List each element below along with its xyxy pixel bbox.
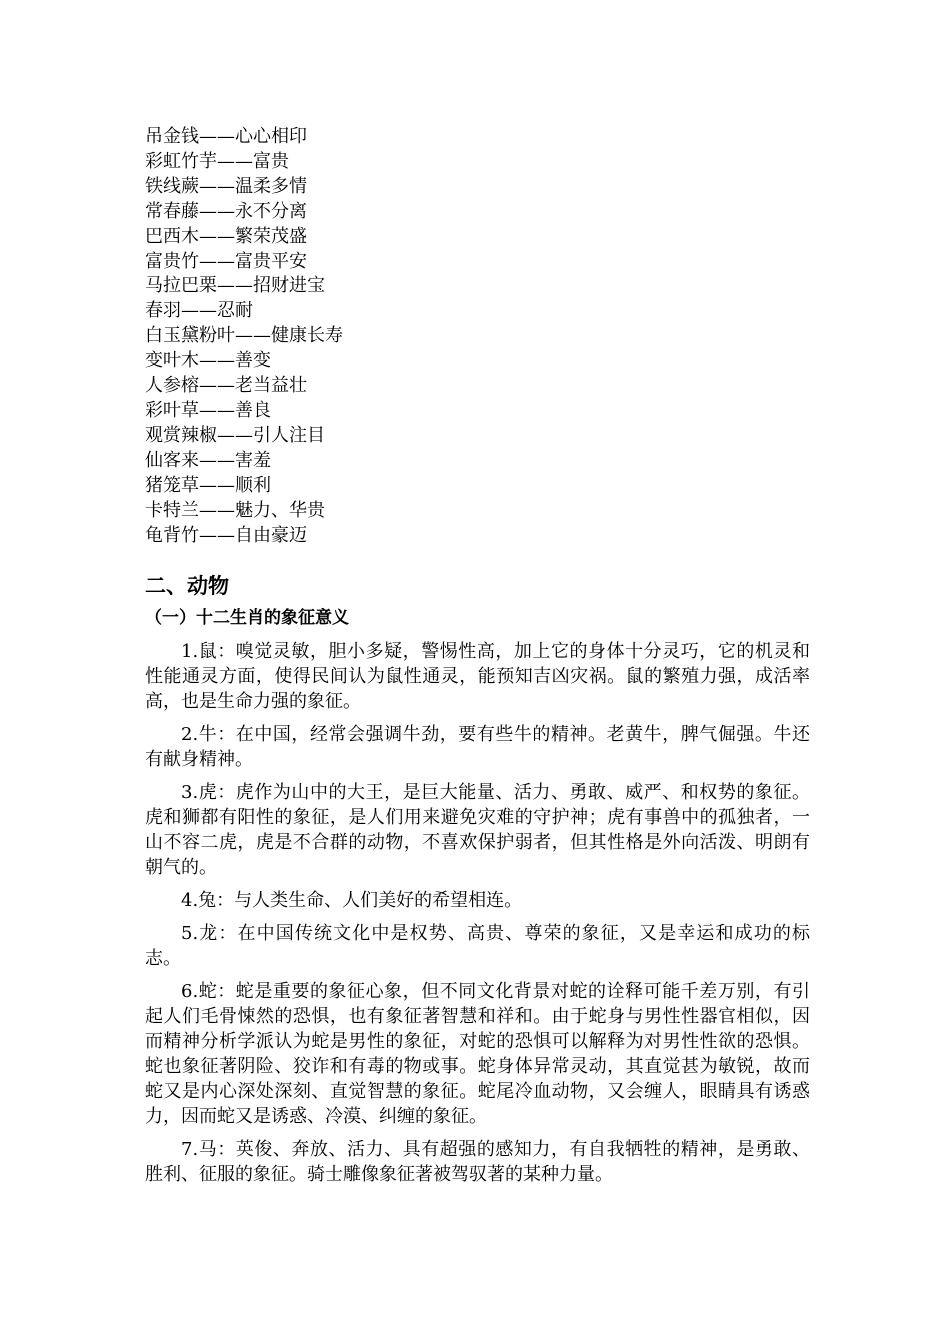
list-item: 铁线蕨——温柔多情 — [145, 175, 307, 197]
list-item: 白玉黛粉叶——健康长寿 — [145, 325, 343, 347]
list-item: 巴西木——繁荣茂盛 — [145, 225, 307, 247]
list-item: 人参榕——老当益壮 — [145, 375, 307, 397]
list-item: 猪笼草——顺利 — [145, 474, 271, 496]
list-item: 吊金钱——心心相印 — [145, 126, 307, 147]
list-item: 春羽——忍耐 — [145, 300, 253, 322]
list-item: 彩虹竹芋——富贵 — [145, 150, 289, 172]
list-item: 卡特兰——魅力、华贵 — [145, 499, 325, 521]
list-item: 仙客来——害羞 — [145, 449, 271, 471]
paragraph-tiger: 3.虎：虎作为山中的大王，是巨大能量、活力、勇敢、威严、和权势的象征。虎和狮都有阳性的象征，是人们用来避免灾难的守护神；虎有事兽中的孤独者，一山不容二虎，虎是不合群的动物，不喜欢保护弱者，但其性格是外向活泼、明朗有朝气的。 — [145, 782, 810, 879]
paragraph-rat: 1.鼠：嗅觉灵敏，胆小多疑，警惕性高，加上它的身体十分灵巧，它的机灵和性能通灵方面，使得民间认为鼠性通灵，能预知吉凶灾祸。鼠的繁殖力强，成活率高，也是生命力强的象征。 — [145, 641, 810, 713]
list-item: 龟背竹——自由豪迈 — [145, 524, 307, 546]
sub-heading: （一）十二生肖的象征意义 — [145, 608, 349, 629]
list-item: 马拉巴栗——招财进宝 — [145, 275, 325, 297]
paragraph-rabbit: 4.兔：与人类生命、人们美好的希望相连。 — [181, 890, 523, 912]
paragraph-dragon: 5.龙：在中国传统文化中是权势、高贵、尊荣的象征，又是幸运和成功的标志。 — [145, 923, 810, 970]
list-item: 彩叶草——善良 — [145, 399, 271, 421]
list-item: 富贵竹——富贵平安 — [145, 250, 307, 272]
list-item: 变叶木——善变 — [145, 350, 271, 372]
list-item: 常春藤——永不分离 — [145, 200, 307, 222]
paragraph-horse: 7.马：英俊、奔放、活力、具有超强的感知力，有自我牺牲的精神，是勇敢、胜利、征服的象征。骑士雕像象征著被驾驭著的某种力量。 — [145, 1139, 810, 1186]
section-heading: 二、动物 — [145, 574, 229, 599]
document-page — [145, 125, 810, 1187]
plant-symbol-list — [145, 125, 810, 548]
paragraph-snake: 6.蛇：蛇是重要的象征心象，但不同文化背景对蛇的诠释可能千差万别，有引起人们毛骨悚然的恐惧，也有象征著智慧和祥和。由于蛇身与男性性器官相似，因而精神分析学派认为蛇是男性的象征，对蛇的恐惧可以解释为对男性性欲的恐惧。蛇也象征著阴险、狡诈和有毒的物或事。蛇身体异常灵动，其直觉甚为敏锐，故而蛇又是内心深处深刻、直觉智慧的象征。蛇尾冷血动物，又会缠人，眼睛具有诱惑力，因而蛇又是诱惑、冷漠、纠缠的象征。 — [145, 981, 810, 1128]
list-item: 观赏辣椒——引人注目 — [145, 424, 325, 446]
paragraph-ox: 2.牛：在中国，经常会强调牛劲，要有些牛的精神。老黄牛，脾气倔强。牛还有献身精神。 — [145, 724, 810, 771]
